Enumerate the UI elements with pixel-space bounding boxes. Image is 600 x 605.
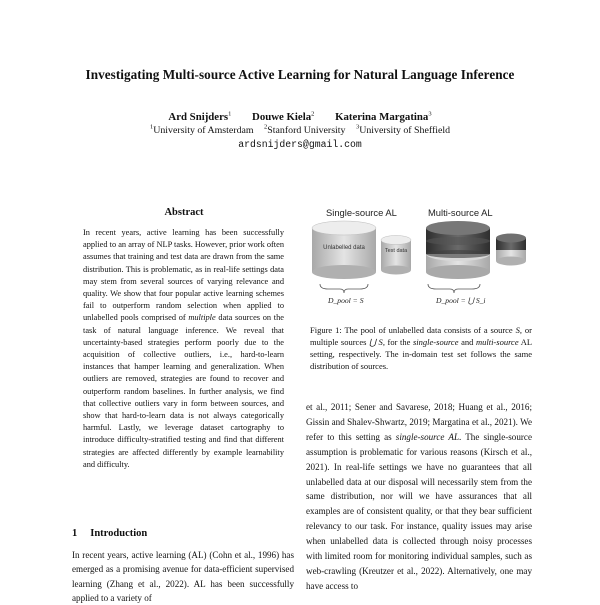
figure-1 xyxy=(306,200,536,312)
abstract-heading: Abstract xyxy=(164,207,204,218)
multi-source-label: Multi-source AL xyxy=(428,207,493,218)
multi-formula: D_pool = ⋃ S_i xyxy=(436,296,486,305)
single-source-label: Single-source AL xyxy=(326,207,397,218)
single-formula: D_pool = S xyxy=(328,296,364,305)
affiliation-list xyxy=(0,125,600,136)
multi-brace xyxy=(428,284,480,293)
test-data-label: Test data xyxy=(384,248,408,254)
single-brace xyxy=(320,284,368,293)
multi-test-cylinder xyxy=(496,234,526,266)
author-email[interactable]: ardsnijders@gmail.com xyxy=(238,139,362,150)
section-heading: 1 Introduction xyxy=(72,528,148,539)
abstract-emphasis: multiple xyxy=(188,313,216,323)
author-1: Ard Snijders$^1$ xyxy=(168,110,232,123)
test-data-cylinder xyxy=(381,236,411,275)
author-3: Katerina Margatina$^3$ xyxy=(335,110,432,123)
right-column-paragraph: et al., 2011; Sener and Savarese, 2018; Huang et al., 2016; Gissin and Shalev-Shwartz, 2019; Margatina et al., 2021). We refer to this setting as single-source AL. The single-source assumption is problematic for various reasons (Kirsch et al., 2021). In real-life settings we have no guarantees that all unlabelled data at our disposal will necessarily stem from the same distribution, nor will we have assurances that all examples are of consistent quality, or that they bear sufficient relevancy to our task. For instance, quality issues may arise when unlabelled data is collected through noisy processes with limited room for monitoring individual samples, such as web-crawling (Kreutzer et al., 2022). Alternatively, one may have access to xyxy=(306,402,532,591)
multi-source-cylinder xyxy=(426,221,490,279)
intro-paragraph: In recent years, active learning (AL) (Cohn et al., 1996) has emerged as a promising avenue for data-efficient supervised learning (Zhang et al., 2022). AL has been successfully applied to a variety of xyxy=(72,550,294,603)
affiliation-3: $^3$University of Sheffield xyxy=(355,123,451,136)
right-column-emphasis: single-source AL xyxy=(395,431,460,442)
author-list xyxy=(0,111,600,123)
abstract-body: In recent years, active learning has been successfully applied to an array of NLP tasks. However, prior work often assumes that training and test data are drawn from the same distribution. This is problematic, as in real-life settings data may stem from several sources of varying relevance and quality. We show that four popular active learning schemes fail to outperform random selection when applied to unlabelled pools comprised of multiple data sources on the task of natural language inference. We reveal that uncertainty-based strategies perform poorly due to the acquisition of collective outliers, i.e., hard-to-learn instances that hamper learning and generalization. When outliers are removed, strategies are found to recover and outperform random baselines. In further analysis, we find that collective outliers vary in form between sources, and show that hard-to-learn data is not always categorically harmful. Lastly, we leverage dataset cartography to introduce difficulty-stratified testing and find that different strategies are affected differently by example learnability and difficulty. xyxy=(83,228,284,469)
author-2: Douwe Kiela$^2$ xyxy=(252,110,315,123)
paper-title: Investigating Multi-source Active Learning for Natural Language Inference xyxy=(85,67,515,82)
unlabelled-data-label: Unlabelled data xyxy=(323,245,365,251)
affiliation-1: $^1$University of Amsterdam xyxy=(149,123,254,136)
affiliation-2: $^2$Stanford University xyxy=(264,123,346,136)
figure-caption: Figure 1: The pool of unlabelled data consists of a source S, or multiple sources ⋃ S, for the single-source and multi-source AL setting, respectively. The in-domain test set follows the same distribution of sources. xyxy=(310,325,533,371)
